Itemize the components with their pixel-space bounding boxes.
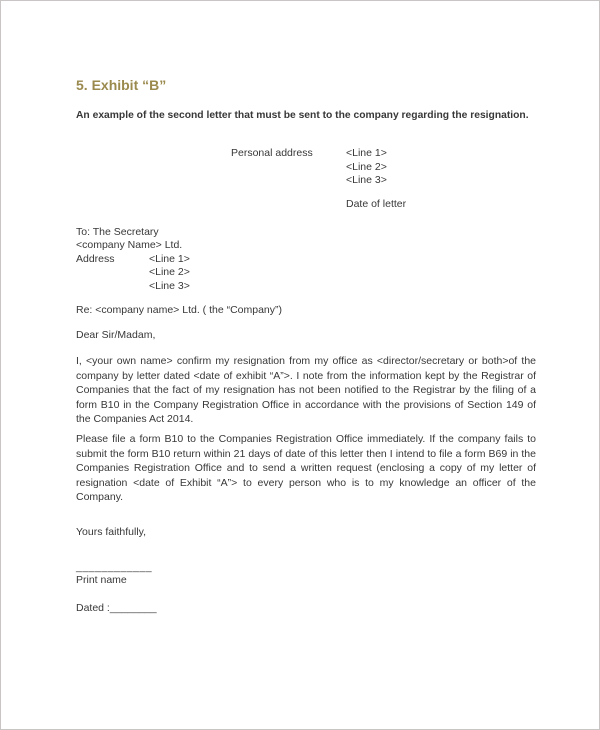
salutation: Dear Sir/Madam, bbox=[76, 329, 156, 342]
sender-address-block bbox=[76, 147, 532, 211]
recipient-address-line-1: <Line 1> bbox=[149, 252, 190, 265]
section-heading: 5. Exhibit “B” bbox=[76, 77, 167, 93]
body-paragraph-2: Please file a form B10 to the Companies Registration Office immediately. If the company fails to submit the form B10 return within 21 days of date of this letter then I intend to file a form B69 in the Companies Registration Office and to send a written request (enclosing a copy of my letter of resignation <date of Exhibit “A”> to every person who is to my knowledge an officer of the Company. bbox=[76, 433, 536, 504]
date-of-letter: Date of letter bbox=[346, 197, 407, 210]
personal-address-label: Personal address bbox=[231, 147, 313, 159]
recipient-to-line: To: The Secretary bbox=[76, 226, 159, 238]
recipient-address-block bbox=[76, 226, 532, 293]
recipient-address-line-3: <Line 3> bbox=[149, 279, 190, 292]
sender-address-line-2: <Line 2> bbox=[346, 160, 387, 173]
signature-blank-line: ____________ bbox=[76, 560, 153, 573]
recipient-address-label: Address bbox=[76, 252, 115, 265]
section-subtitle: An example of the second letter that must be sent to the company regarding the resignation. bbox=[76, 110, 529, 121]
sender-address-line-1: <Line 1> bbox=[346, 147, 387, 159]
body-paragraph-1: I, <your own name> confirm my resignation from my office as <director/secretary or both>of the company by letter dated <date of exhibit “A”>. I note from the information kept by the Registrar of Companies that the fact of my resignation has not been notified to the Registrar by the filing of a form B10 in the Company Registration Office in accordance with the provisions of Section 149 of the Companies Act 2014. bbox=[76, 355, 536, 426]
sender-address-lines bbox=[346, 147, 406, 211]
recipient-address-label-spacer bbox=[76, 266, 149, 279]
recipient-address-label-spacer bbox=[76, 280, 149, 293]
recipient-address-row-3 bbox=[76, 280, 532, 293]
closing-line: Yours faithfully, bbox=[76, 525, 147, 538]
sender-address-line-3: <Line 3> bbox=[346, 174, 387, 186]
recipient-address-line-2: <Line 2> bbox=[149, 266, 190, 279]
recipient-company-line: <company Name> Ltd. bbox=[76, 239, 183, 252]
subject-line: Re: <company name> Ltd. ( the “Company”) bbox=[76, 304, 283, 317]
recipient-address-row-2 bbox=[76, 266, 532, 279]
dated-label: Dated :________ bbox=[76, 601, 157, 614]
print-name-label: Print name bbox=[76, 574, 127, 587]
recipient-address-row-1 bbox=[76, 253, 532, 266]
